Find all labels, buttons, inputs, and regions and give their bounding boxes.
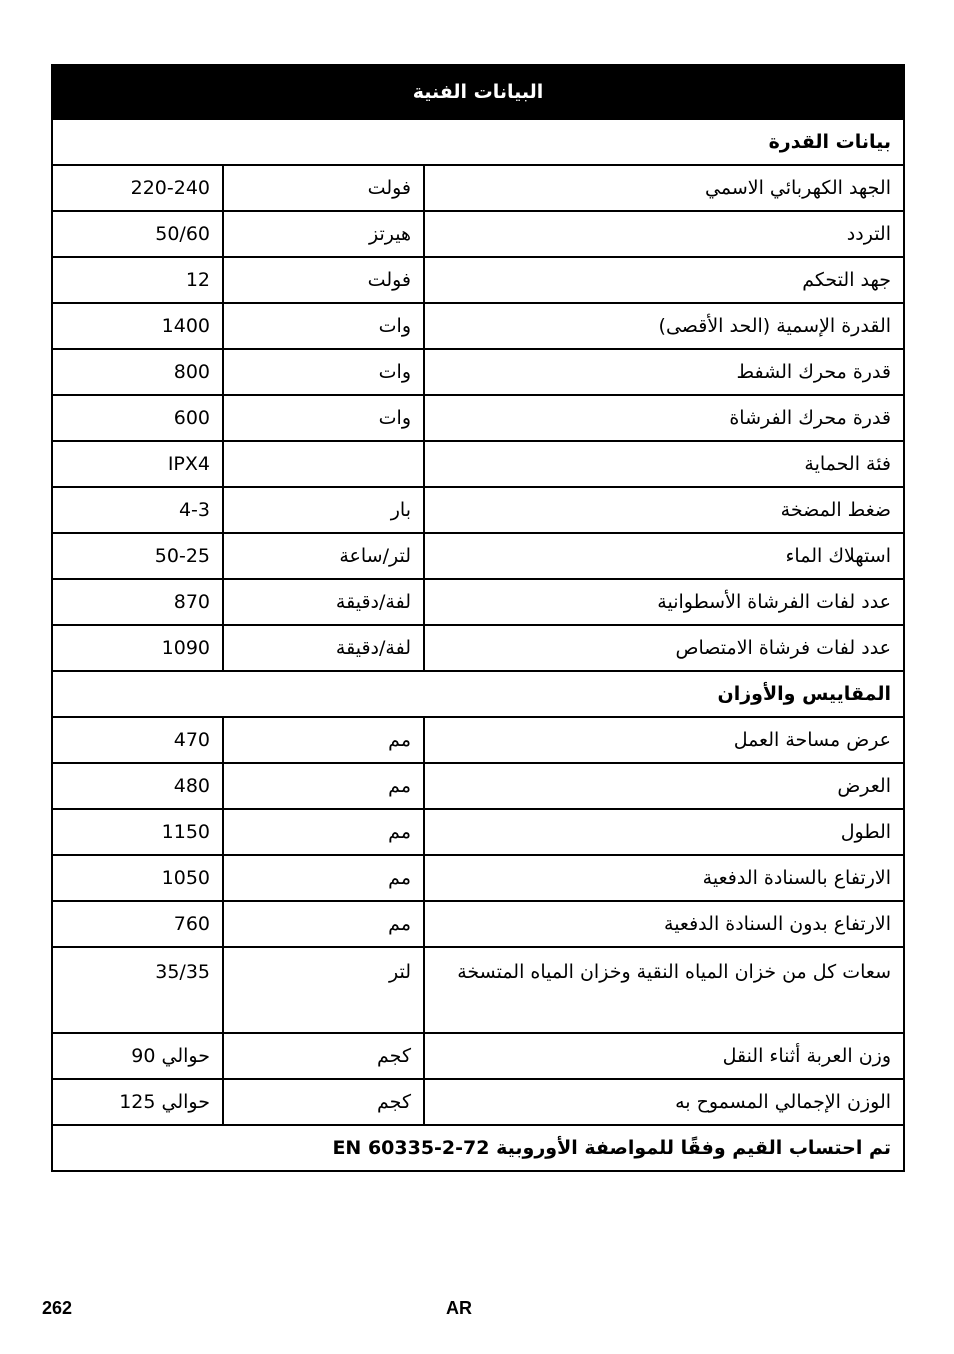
table-row [52,303,904,349]
spec-value: 870 [52,579,223,625]
language-code: AR [446,1298,472,1318]
spec-label: سعات كل من خزان المياه النقية وخزان المياه المتسخة [424,947,904,1033]
spec-label: الارتفاع بدون السنادة الدفعية [424,901,904,947]
spec-value: 220-240 [52,165,223,211]
spec-value: 800 [52,349,223,395]
table-row [52,1079,904,1125]
spec-unit: وات [223,349,424,395]
spec-unit: وات [223,395,424,441]
spec-value: 50/60 [52,211,223,257]
section-heading-row [52,671,904,717]
spec-unit: لفة/دقيقة [223,579,424,625]
spec-label: وزن العربة أثناء النقل [424,1033,904,1079]
spec-label: عدد لفات الفرشاة الأسطوانية [424,579,904,625]
spec-value: 50-25 [52,533,223,579]
spec-unit: فولت [223,165,424,211]
table-row [52,257,904,303]
spec-value: IPX4 [52,441,223,487]
spec-unit: مم [223,855,424,901]
section-heading: بيانات القدرة [52,119,904,165]
table-title-row [52,65,904,119]
table-row [52,487,904,533]
table-row [52,763,904,809]
spec-unit: لتر [223,947,424,1033]
standard-note-row [52,1125,904,1171]
table-row [52,947,904,1033]
spec-label: قدرة محرك الشفط [424,349,904,395]
table-row [52,395,904,441]
spec-value: 760 [52,901,223,947]
spec-label: الجهد الكهربائي الاسمي [424,165,904,211]
spec-unit: فولت [223,257,424,303]
spec-label: فئة الحماية [424,441,904,487]
table-row [52,717,904,763]
spec-value: 1090 [52,625,223,671]
spec-value: حوالي 125 [52,1079,223,1125]
spec-unit [223,441,424,487]
table-title: البيانات الفنية [52,65,904,119]
table-row [52,349,904,395]
spec-value: 1400 [52,303,223,349]
spec-label: عدد لفات فرشاة الامتصاص [424,625,904,671]
spec-value: حوالي 90 [52,1033,223,1079]
spec-unit: لتر/ساعة [223,533,424,579]
table-row [52,855,904,901]
technical-data-table [51,64,905,1172]
spec-value: 1050 [52,855,223,901]
spec-value: 12 [52,257,223,303]
table-row [52,579,904,625]
spec-value: 600 [52,395,223,441]
spec-label: القدرة الإسمية (الحد الأقصى) [424,303,904,349]
spec-unit: هيرتز [223,211,424,257]
spec-unit: مم [223,809,424,855]
spec-label: الارتفاع بالسنادة الدفعية [424,855,904,901]
section-heading-row [52,119,904,165]
spec-unit: وات [223,303,424,349]
spec-label: عرض مساحة العمل [424,717,904,763]
spec-label: العرض [424,763,904,809]
spec-label: ضغط المضخة [424,487,904,533]
spec-unit: لفة/دقيقة [223,625,424,671]
spec-unit: مم [223,717,424,763]
section-heading: المقاييس والأوزان [52,671,904,717]
table-row [52,625,904,671]
spec-label: التردد [424,211,904,257]
spec-unit: مم [223,901,424,947]
spec-value: 1150 [52,809,223,855]
table-row [52,165,904,211]
table-row [52,441,904,487]
spec-label: استهلاك الماء [424,533,904,579]
spec-unit: كجم [223,1079,424,1125]
spec-value: 4-3 [52,487,223,533]
table-row [52,901,904,947]
spec-value: 35/35 [52,947,223,1033]
spec-unit: بار [223,487,424,533]
standard-note: تم احتساب القيم وفقًا للمواصفة الأوروبية EN 60335-2-72 [52,1125,904,1171]
spec-value: 470 [52,717,223,763]
table-row [52,533,904,579]
spec-label: الطول [424,809,904,855]
spec-value: 480 [52,763,223,809]
page-number: 262 [42,1298,73,1318]
table-row [52,809,904,855]
table-row [52,1033,904,1079]
spec-label: جهد التحكم [424,257,904,303]
spec-unit: كجم [223,1033,424,1079]
spec-label: الوزن الإجمالي المسموح به [424,1079,904,1125]
spec-unit: مم [223,763,424,809]
table-row [52,211,904,257]
spec-label: قدرة محرك الفرشاة [424,395,904,441]
